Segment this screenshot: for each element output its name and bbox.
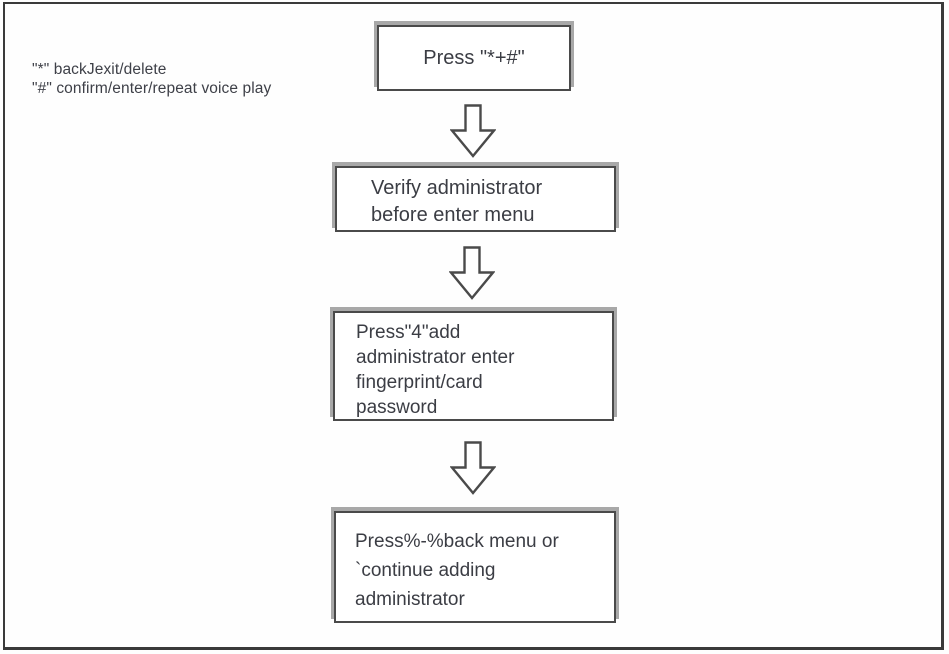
flow-node-back-menu-or-continue [334,511,616,623]
flow-node-label: administrator [355,589,465,610]
legend-line-star: "*" backJexit/delete [32,61,167,78]
flow-node-label: before enter menu [371,204,535,226]
flow-node-label: password [356,397,438,418]
flow-node-label: fingerprint/card [356,372,483,393]
flow-node-label: Press%-%back menu or [355,531,559,552]
legend-line-hash: "#" confirm/enter/repeat voice play [32,80,272,97]
flow-node-press-star-hash [377,25,571,91]
flow-node-press-4-add-administrator [333,311,614,421]
down-arrow-icon [450,441,496,495]
flow-node-verify-administrator [335,166,616,232]
down-arrow-icon [450,104,496,158]
flow-node-label: Press "*+#" [423,46,525,69]
flow-node-label: Press"4"add [356,322,461,343]
key-legend [32,60,271,98]
flow-node-label: administrator enter [356,347,515,368]
flow-node-label: `continue adding [355,560,496,581]
flow-node-label: Verify administrator [371,177,543,199]
down-arrow-icon [449,246,495,300]
